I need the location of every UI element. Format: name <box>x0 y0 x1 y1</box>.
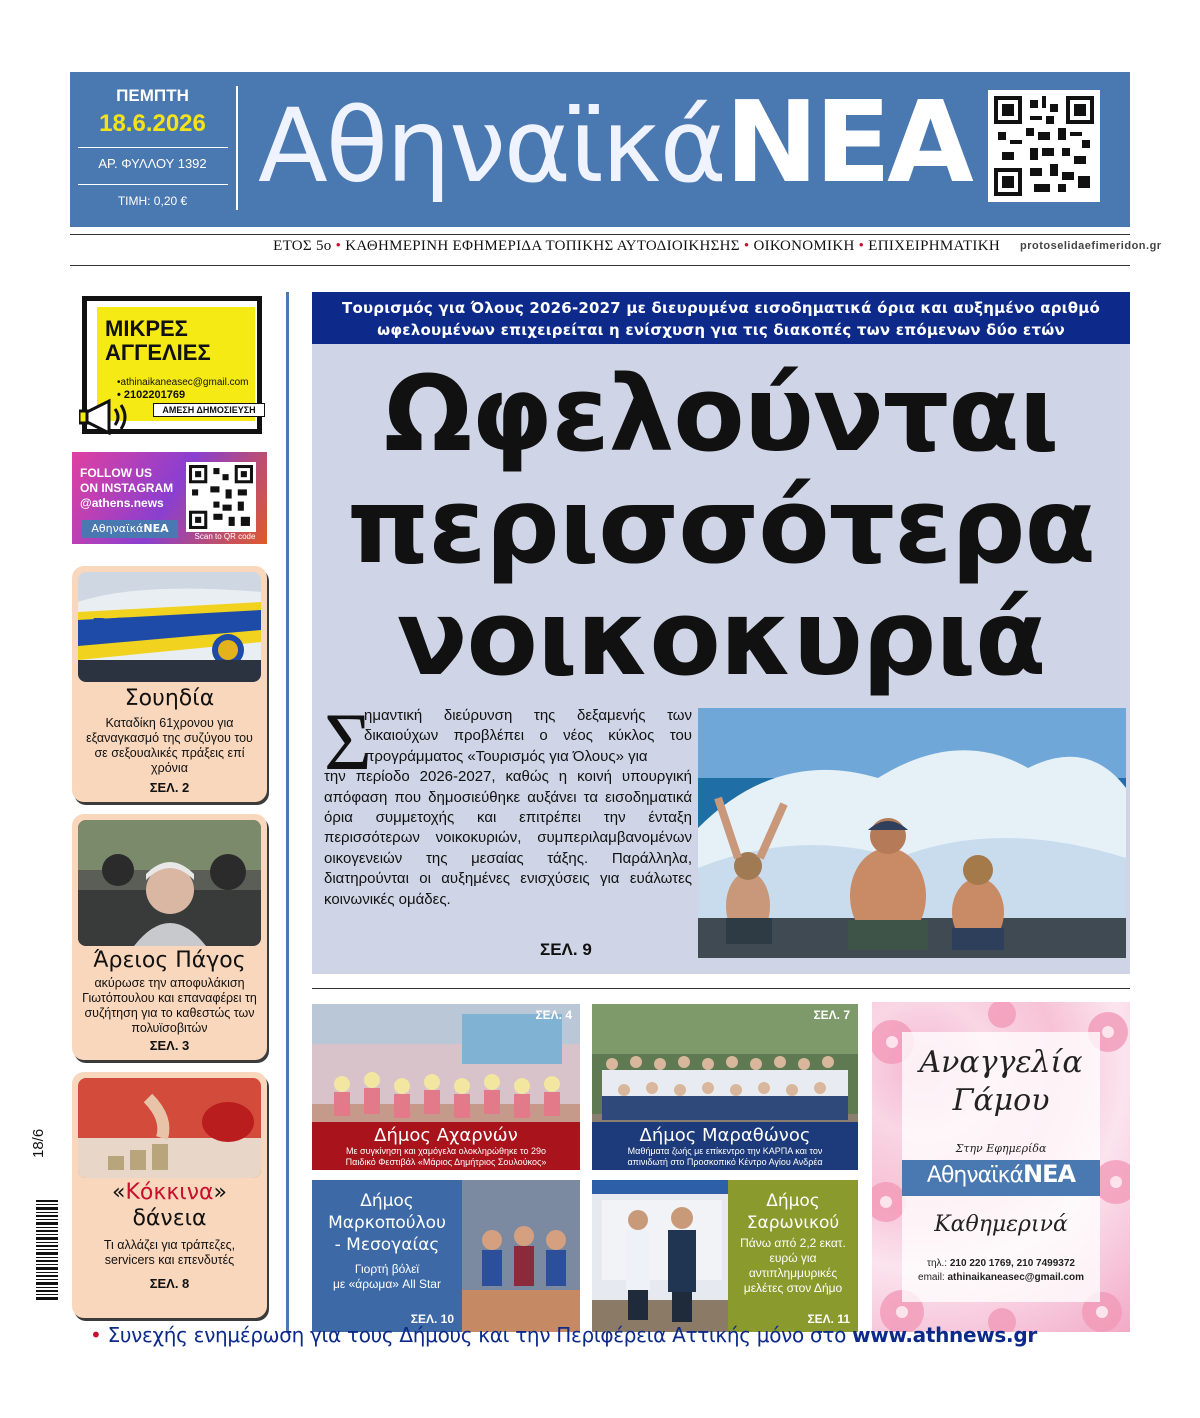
instagram-logo <box>82 520 178 538</box>
lead-headline <box>312 353 1130 699</box>
headline-line-1: Ωφελούνται <box>383 353 1059 475</box>
instagram-scan-label: Scan to QR code <box>194 532 256 541</box>
footer-text: Συνεχής ενημέρωση για τους Δήμους και την Περιφέρεια Αττικής μόνο στο <box>107 1323 847 1347</box>
tile-desc-3: αντιπλημμυρικές <box>748 1266 838 1280</box>
tile-desc-2: Παιδικό Φεστιβάλ «Μάριος Δημήτριος Σουλούκος» <box>345 1157 547 1167</box>
divider <box>78 184 228 185</box>
date-box <box>70 72 235 227</box>
instagram-line-2: ON INSTAGRAM <box>80 481 174 495</box>
tile-panel <box>728 1180 858 1332</box>
tile-desc-1: Πάνω από 2,2 εκατ. <box>740 1236 846 1250</box>
title-second-line: δάνεια <box>132 1206 207 1231</box>
wedding-in-paper: Στην Εφημερίδα <box>955 1142 1047 1155</box>
wedding-panel <box>902 1032 1100 1302</box>
side-story-page[interactable]: ΣΕΛ. 8 <box>149 1276 190 1291</box>
tile-title-1: Δήμος <box>360 1191 414 1211</box>
story-photo <box>78 572 261 682</box>
lead-photo <box>698 708 1126 958</box>
phone-label: τηλ.: <box>927 1258 948 1269</box>
email-label: email: <box>918 1272 945 1283</box>
photo-label: POLIS <box>92 612 171 642</box>
tagline-year: ΕΤΟΣ 5ο <box>273 238 332 254</box>
tagline <box>70 238 1000 260</box>
tile-panel <box>312 1180 462 1332</box>
tile-desc-1: Με συγκίνηση και χαμόγελα ολοκληρώθηκε το 29ο <box>346 1146 546 1156</box>
lead-page-ref[interactable]: ΣΕΛ. 9 <box>540 940 592 959</box>
instagram-text <box>80 466 190 511</box>
lead-story[interactable] <box>312 344 1130 974</box>
tagline-economic: ΟΙΚΟΝΟΜΙΚΗ <box>753 238 855 254</box>
wedding-email[interactable] <box>902 1272 1100 1283</box>
tile-saronikos[interactable] <box>592 1180 858 1332</box>
instagram-promo[interactable] <box>72 452 267 544</box>
tile-page-ref[interactable]: ΣΕΛ. 10 <box>410 1312 454 1326</box>
divider <box>70 265 1130 266</box>
tile-marathon[interactable] <box>592 1004 858 1170</box>
story-photo <box>78 820 261 946</box>
barcode-icon <box>36 1200 58 1300</box>
issue-price: ΤΙΜΗ: 0,20 € <box>117 194 188 208</box>
wedding-daily: Καθημερινά <box>934 1212 1068 1237</box>
lead-body <box>324 706 692 910</box>
logo-light-text: Αθηναϊκά <box>91 522 144 535</box>
classifieds-phone[interactable]: • 2102201769 <box>117 389 186 401</box>
classifieds-badge: ΑΜΕΣΗ ΔΗΜΟΣΙΕΥΣΗ <box>153 403 265 417</box>
logo-bold-text: ΝΕΑ <box>1023 1160 1076 1188</box>
qr-code-icon[interactable] <box>186 462 256 532</box>
classifieds-title: ΜΙΚΡΕΣ ΑΓΓΕΛΙΕΣ <box>105 316 211 365</box>
email-address: athinaikaneasec@gmail.com <box>947 1272 1084 1283</box>
side-story-text: Τι αλλάζει για τράπεζες, servicers και επενδυτές <box>103 1238 236 1267</box>
megaphone-icon <box>79 397 135 437</box>
tile-title: Δήμος Μαραθώνος <box>639 1125 811 1146</box>
tile-desc-1: Μαθήματα ζωής με επίκεντρο την ΚΑΡΠΑ και τον <box>627 1146 823 1156</box>
tile-title-3: - Μεσογαίας <box>334 1235 440 1255</box>
edition-date: 18/6 <box>30 1128 47 1158</box>
tile-desc-2: ευρώ για <box>769 1251 817 1265</box>
wedding-title-2: Γάμου <box>952 1083 1050 1118</box>
instagram-line-1: FOLLOW US <box>80 466 152 480</box>
tile-title: Δήμος Αχαρνών <box>374 1125 518 1146</box>
title-quote-close: » <box>213 1180 227 1205</box>
side-story-page[interactable]: ΣΕΛ. 2 <box>149 780 190 795</box>
divider <box>236 86 238 210</box>
headline-line-2: περισσότερα <box>347 465 1095 587</box>
side-story-page[interactable]: ΣΕΛ. 3 <box>149 1038 190 1053</box>
side-story-title: Σουηδία <box>124 686 215 711</box>
tile-title-2: Σαρωνικού <box>746 1213 840 1233</box>
tile-desc-2: με «άρωμα» All Star <box>333 1277 441 1291</box>
tile-title-1: Δήμος <box>766 1191 820 1211</box>
drop-cap: Σ <box>324 696 372 787</box>
wedding-announcement-ad[interactable] <box>872 1002 1130 1332</box>
logo-bold-text: ΝΕΑ <box>724 78 970 208</box>
tagline-bullet: • <box>743 238 750 254</box>
qr-code-icon[interactable] <box>988 90 1100 202</box>
tagline-daily: ΚΑΘΗΜΕΡΙΝΗ ΕΦΗΜΕΡΙΔΑ ΤΟΠΙΚΗΣ ΑΥΤΟΔΙΟΙΚΗΣΗΣ <box>345 238 740 254</box>
headline-line-3: νοικοκυριά <box>396 577 1046 699</box>
tile-markopoulo[interactable] <box>312 1180 580 1332</box>
masthead <box>70 72 1130 227</box>
logo-light-text: Αθηναϊκά <box>258 87 725 206</box>
column-divider <box>286 292 289 1332</box>
tile-caption <box>592 1122 858 1170</box>
wedding-phone[interactable] <box>902 1258 1100 1269</box>
side-story-sweden[interactable] <box>72 566 267 802</box>
instagram-handle[interactable]: @athens.news <box>80 496 164 510</box>
classifieds-ad[interactable] <box>82 296 262 434</box>
wedding-title-1: Αναγγελία <box>919 1045 1083 1080</box>
issue-number: ΑΡ. ΦΥΛΛΟΥ 1392 <box>98 156 207 171</box>
lead-body-rest: την περίοδο 2026-2027, καθώς η κοινή υπουργική απόφαση που δημοσιεύθηκε αυξάνει τα εισοδηματικά όρια συμμετοχής και επιτρέπει την ένταξη περισσότερων νοικοκυριών, συμπεριλαμβανομένων οικογενειών της μεσαίας τάξης. Παράλληλα, διατηρούνται οι αυξημένες ενισχύσεις για ευάλωτες κοινωνικές ομάδες. <box>324 768 692 908</box>
issue-date: 18.6.2026 <box>99 110 206 137</box>
side-story-red-loans[interactable] <box>72 1072 267 1318</box>
phone-number: 210 220 1769, 210 7499372 <box>949 1258 1075 1269</box>
tile-page-ref[interactable]: ΣΕΛ. 4 <box>535 1008 572 1022</box>
side-story-text: ακύρωσε την αποφυλάκιση Γιωτόπουλου και επαναφέρει τη συζήτηση για το καθεστώς των πολυϊσοβιτών <box>82 976 257 1035</box>
tile-acharnes[interactable] <box>312 1004 580 1170</box>
wedding-logo <box>902 1160 1100 1196</box>
source-watermark: protoselidaefimeridon.gr <box>1020 240 1162 252</box>
footer-promo <box>90 1323 1130 1351</box>
tagline-business: ΕΠΙΧΕΙΡΗΜΑΤΙΚΗ <box>868 238 1000 254</box>
wedding-title <box>902 1044 1100 1120</box>
tile-page-ref[interactable]: ΣΕΛ. 7 <box>813 1008 850 1022</box>
title-quote-open: « <box>112 1180 126 1205</box>
classifieds-email[interactable]: •athinaikaneasec@gmail.com <box>117 377 249 388</box>
lead-body-first: ημαντική διεύρυνση της δεξαμενής των δικαιούχων προβλέπει ο νέος κύκλος του προγράμματος «Τουρισμός για Όλους» για <box>364 707 692 765</box>
logo-light-text: Αθηναϊκά <box>926 1163 1024 1188</box>
tagline-bullet: • <box>335 238 342 254</box>
side-story-text: Καταδίκη 61χρονου για εξαναγκασμό της συζύγου του σε σεξουαλικές πράξεις επί χρόνια <box>86 716 253 775</box>
divider <box>78 147 228 148</box>
logo-bold-text: ΝΕΑ <box>143 522 169 535</box>
tile-caption <box>312 1122 580 1170</box>
footer-url-link[interactable]: www.athnews.gr <box>852 1323 1037 1347</box>
lead-banner: Τουρισμός για Όλους 2026-2027 με διευρυμένα εισοδηματικά όρια και αυξημένο αριθμό ωφελουμένων επιχειρείται η ενίσχυση για τις διακοπές των επόμενων δύο ετών <box>312 292 1130 344</box>
tile-title-2: Μαρκοπούλου <box>328 1213 446 1233</box>
divider <box>70 234 1130 235</box>
side-story-title: Άρειος Πάγος <box>93 948 246 973</box>
tagline-bullet: • <box>858 238 865 254</box>
issue-day: ΠΕΜΠΤΗ <box>116 86 189 105</box>
side-story-areios-pagos[interactable] <box>72 814 267 1060</box>
side-story-title <box>72 1180 267 1232</box>
tile-page-ref[interactable]: ΣΕΛ. 11 <box>807 1312 850 1326</box>
story-photo <box>78 1078 261 1178</box>
tile-desc-4: μελέτες στον Δήμο <box>743 1281 843 1295</box>
tile-desc-2: απινιδωτή στο Προσκοπικό Κέντρο Αγίου Ανδρέα <box>627 1157 823 1167</box>
tile-desc-1: Γιορτή βόλεϊ <box>354 1262 420 1276</box>
newspaper-logo[interactable] <box>258 78 970 218</box>
footer-bullet: • <box>90 1323 102 1347</box>
divider <box>312 988 1130 989</box>
title-red-word: Κόκκινα <box>125 1180 214 1205</box>
